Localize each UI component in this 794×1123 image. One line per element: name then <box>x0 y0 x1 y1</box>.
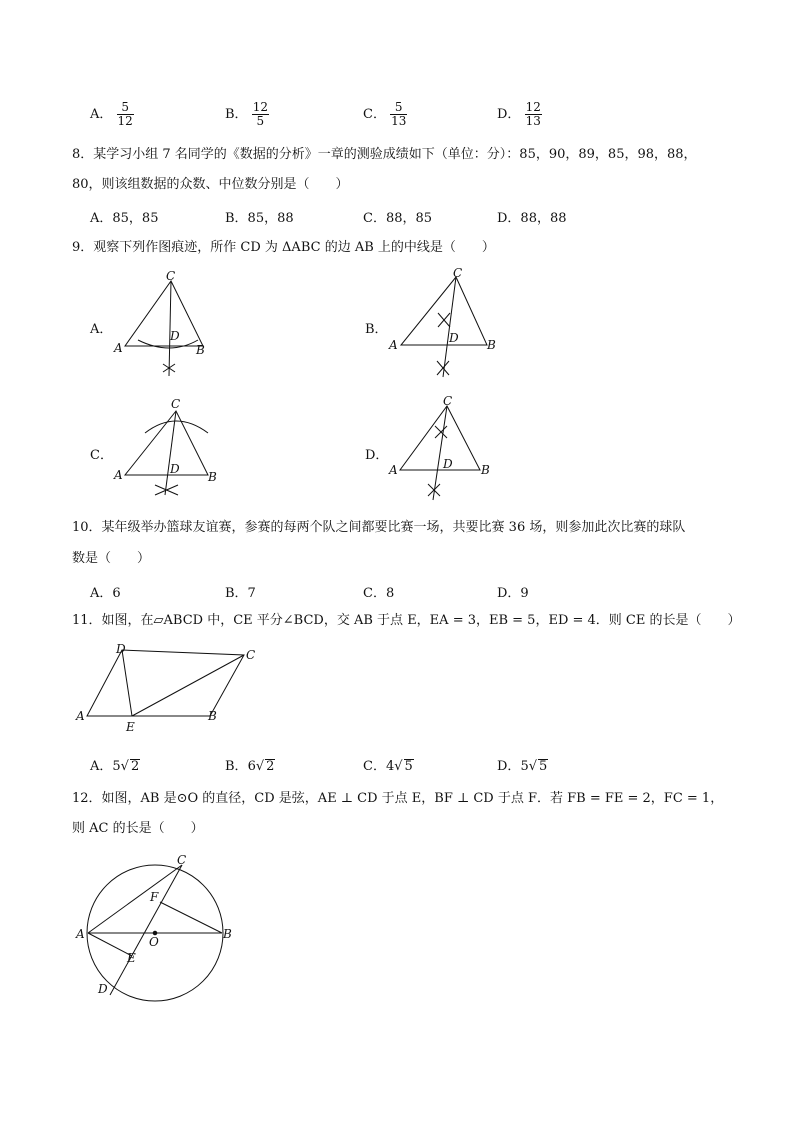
label-d: D <box>449 331 459 345</box>
triangle-abc <box>401 277 487 345</box>
q12-line1: 12．如图，AB 是⊙O 的直径，CD 是弦，AE ⊥ CD 于点 E，BF ⊥ CD 于点 F．若 FB = FE = 2，FC = 1， <box>72 791 724 806</box>
q9-figure-d <box>385 392 500 504</box>
q9-figure-a <box>110 268 220 383</box>
q12-line2: 则 AC 的长是（ ） <box>72 821 204 836</box>
label-f: F <box>150 890 159 904</box>
q7-option-d[interactable]: D． $\frac{12}{13}$ <box>497 100 541 128</box>
q9-stem: 9．观察下列作图痕迹，所作 CD 为 ΔABC 的边 AB 上的中线是（ ） <box>72 240 495 255</box>
q9-option-c[interactable]: C． <box>90 448 113 463</box>
label-a: A <box>114 468 123 482</box>
q12-figure <box>72 852 242 1002</box>
triangle-abc <box>125 411 208 475</box>
chord-cd <box>110 865 182 995</box>
label-c: C <box>166 269 176 283</box>
segment-ae <box>88 933 132 956</box>
label-c: C <box>171 397 181 411</box>
q9-option-a[interactable]: A． <box>90 322 113 337</box>
label-e: E <box>127 951 136 965</box>
q7-option-c[interactable]: C． $\frac{5}{13}$ <box>363 100 407 128</box>
q11-option-d[interactable]: D．5√ 5 <box>497 759 548 774</box>
q8-line1: 8．某学习小组 7 名同学的《数据的分析》一章的测验成绩如下（单位：分）：85，90，89，85，98，88， <box>72 147 697 162</box>
q8-option-a[interactable]: A．85，85 <box>90 211 159 226</box>
label-b: B <box>487 338 496 352</box>
label-c: C <box>453 266 463 280</box>
parallelogram-abcd <box>87 650 244 716</box>
segment-ed <box>122 650 132 716</box>
label-e: E <box>126 720 135 734</box>
q8-option-c[interactable]: C．88，85 <box>363 211 433 226</box>
q9-figure-b <box>385 265 505 385</box>
q8-option-d[interactable]: D．88，88 <box>497 211 567 226</box>
arc-trace <box>145 421 208 433</box>
sqrt-sign: √ <box>528 759 538 774</box>
segment-cd <box>433 406 447 500</box>
label-b: B <box>196 343 205 357</box>
segment-cd <box>165 411 176 495</box>
sqrt-sign: √ <box>255 759 265 774</box>
label-c: C <box>443 394 453 408</box>
q7-option-a[interactable]: A． $\frac{5}{12}$ <box>90 100 133 128</box>
q9-option-d[interactable]: D． <box>365 448 389 463</box>
q10-option-a[interactable]: A．6 <box>90 586 121 601</box>
triangle-abc <box>400 406 480 470</box>
label-a: A <box>389 463 398 477</box>
q10-option-b[interactable]: B．7 <box>225 586 256 601</box>
label-d: D <box>170 329 180 343</box>
q10-option-c[interactable]: C．8 <box>363 586 395 601</box>
q8-option-b[interactable]: B．85，88 <box>225 211 294 226</box>
triangle-abc <box>125 281 203 346</box>
q11-stem: 11．如图，在▱ABCD 中，CE 平分∠BCD，交 AB 于点 E，EA = 3，EB = 5，ED = 4．则 CE 的长是（ ） <box>72 613 741 628</box>
q10-line2: 数是（ ） <box>72 551 151 566</box>
sqrt-sign: √ <box>120 759 129 774</box>
fraction: $\frac{12}{5}$ <box>252 100 268 128</box>
q11-option-a[interactable]: A．5√ 2 <box>90 759 140 774</box>
fraction: $\frac{12}{13}$ <box>525 100 541 128</box>
label-b: B <box>208 470 217 484</box>
fraction: $\frac{5}{12}$ <box>117 100 133 128</box>
q10-line1: 10．某年级举办篮球友谊赛，参赛的每两个队之间都要比赛一场，共要比赛 36 场，则参加此次比赛的球队 <box>72 520 686 535</box>
q11-option-c[interactable]: C．4√ 5 <box>363 759 413 774</box>
label-d: D <box>98 982 108 996</box>
q7-option-b[interactable]: B． $\frac{12}{5}$ <box>225 100 268 128</box>
q10-option-d[interactable]: D．9 <box>497 586 529 601</box>
sqrt-sign: √ <box>394 759 403 774</box>
label-a: A <box>76 709 85 723</box>
label-a: A <box>76 927 85 941</box>
label-a: A <box>114 341 123 355</box>
label-b: B <box>481 463 490 477</box>
label-b: B <box>223 927 232 941</box>
label-c: C <box>177 853 187 867</box>
arc-trace <box>138 340 198 348</box>
label-o: O <box>149 935 159 949</box>
q8-line2: 80，则该组数据的众数、中位数分别是（ ） <box>72 177 349 192</box>
fraction: $\frac{5}{13}$ <box>391 100 407 128</box>
q11-option-b[interactable]: B．6√ 2 <box>225 759 275 774</box>
segment-ac <box>88 865 182 933</box>
segment-bf <box>160 902 222 933</box>
label-d: D <box>116 642 126 656</box>
label-d: D <box>170 462 180 476</box>
q9-option-b[interactable]: B． <box>365 322 388 337</box>
label-c: C <box>246 648 256 662</box>
label-d: D <box>443 457 453 471</box>
label-a: A <box>389 338 398 352</box>
q11-figure <box>72 640 272 735</box>
label-b: B <box>208 709 217 723</box>
q9-figure-c <box>110 395 225 505</box>
